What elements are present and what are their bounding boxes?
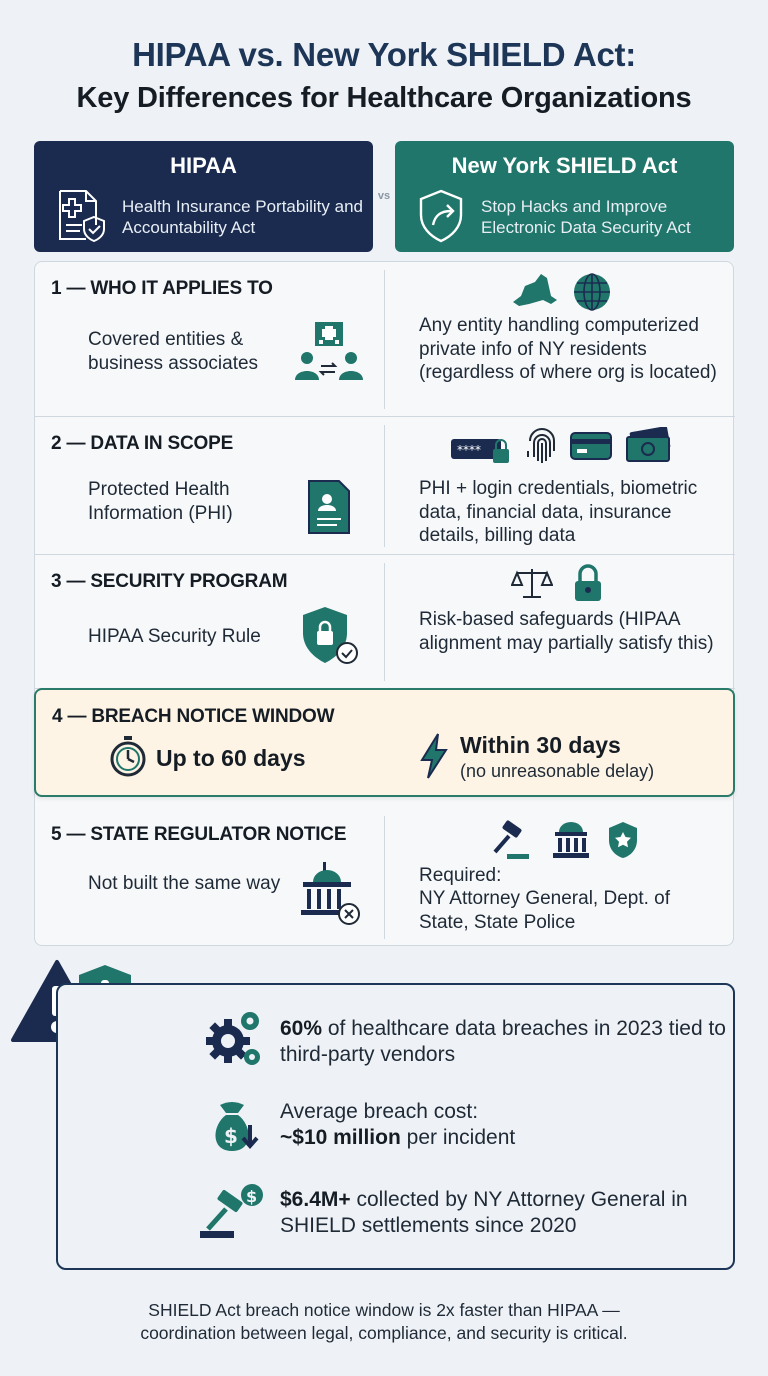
svg-text:$: $ — [246, 1187, 258, 1206]
shield-description: Stop Hacks and Improve Electronic Data Security Act — [481, 197, 691, 237]
hospital-people-icon — [293, 320, 365, 384]
globe-icon — [572, 272, 612, 312]
row-title: 4 — BREACH NOTICE WINDOW — [52, 706, 335, 727]
stat-settlements-text: collected by NY Attorney General in SHIELD settlements since 2020 — [280, 1188, 688, 1237]
footer-line-2: coordination between legal, compliance, and security is critical. — [140, 1323, 628, 1343]
medical-record-icon — [305, 479, 353, 535]
table-row-security-program — [35, 555, 735, 689]
stat-settlements-value: $6.4M+ — [280, 1188, 351, 1211]
stat-vendors-value: 60% — [280, 1017, 323, 1040]
password-lock-icon — [449, 431, 511, 467]
vs-label: vs — [377, 190, 391, 202]
svg-text:****: **** — [457, 443, 481, 457]
stopwatch-icon — [108, 734, 148, 778]
shield-name: New York SHIELD Act — [451, 153, 678, 178]
shield-header-card — [395, 141, 734, 252]
hipaa-cell: Protected Health Information (PHI) — [88, 479, 233, 524]
stat-cost-value: ~$10 million — [280, 1126, 401, 1149]
shield-lock-check-icon — [299, 605, 361, 667]
stat-cost-text: per incident — [400, 1126, 516, 1149]
row-title: 5 — STATE REGULATOR NOTICE — [51, 824, 347, 845]
courthouse-icon — [551, 818, 591, 860]
page-subtitle: Key Differences for Healthcare Organizations — [76, 82, 692, 114]
stat-settlements — [280, 1187, 730, 1239]
shield-breach-note: (no unreasonable delay) — [460, 761, 655, 781]
statistics-panel — [56, 983, 735, 1270]
shield-cell: Any entity handling computerized private info of NY residents (regardless of where org is located) — [419, 315, 717, 383]
fingerprint-icon — [524, 427, 560, 467]
hipaa-cell: Covered entities & business associates — [88, 329, 259, 374]
row-title: 2 — DATA IN SCOPE — [51, 433, 234, 454]
table-row-breach-notice — [34, 688, 735, 797]
stat-vendors-text: of healthcare data breaches in 2023 tied to third-party vendors — [280, 1017, 726, 1066]
money-bag-down-icon — [204, 1095, 262, 1157]
hipaa-description: Health Insurance Portability and Accountability Act — [122, 197, 363, 237]
svg-text:$: $ — [224, 1124, 238, 1148]
page-title: HIPAA vs. New York SHIELD Act: — [132, 36, 636, 73]
government-building-x-icon — [297, 860, 363, 926]
stat-vendors — [280, 1016, 730, 1068]
shield-cell: PHI + login credentials, biometric data, financial data, insurance details, billing data — [419, 478, 698, 546]
police-badge-icon — [605, 820, 641, 860]
stat-cost-pre: Average breach cost: — [280, 1100, 479, 1123]
gavel-dollar-icon — [198, 1181, 268, 1243]
scales-icon — [511, 565, 553, 601]
new-york-state-icon — [507, 272, 565, 312]
gavel-icon — [489, 820, 531, 862]
table-row-regulator-notice — [35, 808, 735, 947]
comparison-table — [34, 261, 734, 946]
gears-icon — [202, 1007, 264, 1069]
lock-icon — [571, 563, 605, 603]
medical-document-shield-icon — [54, 187, 110, 243]
stat-cost — [280, 1099, 730, 1151]
footer-line-1: SHIELD Act breach notice window is 2x faster than HIPAA — — [148, 1300, 620, 1320]
table-row-data-scope — [35, 417, 735, 555]
shield-arrow-icon — [415, 187, 473, 245]
shield-required-label: Required: — [419, 865, 502, 886]
table-row-who-applies — [35, 262, 735, 417]
footer-note — [0, 1299, 768, 1345]
credit-card-icon — [569, 429, 613, 463]
shield-breach-window: Within 30 days — [460, 732, 621, 758]
hipaa-header-card — [34, 141, 373, 252]
hipaa-name: HIPAA — [170, 153, 237, 178]
lightning-bolt-icon — [416, 732, 452, 780]
hipaa-cell: HIPAA Security Rule — [88, 626, 261, 647]
hipaa-breach-window: Up to 60 days — [156, 745, 306, 771]
row-title: 1 — WHO IT APPLIES TO — [51, 278, 273, 299]
cash-icon — [625, 427, 671, 463]
shield-cell: NY Attorney General, Dept. of State, State Police — [419, 888, 671, 933]
row-title: 3 — SECURITY PROGRAM — [51, 571, 288, 592]
hipaa-cell: Not built the same way — [88, 873, 281, 894]
shield-cell: Risk-based safeguards (HIPAA alignment may partially satisfy this) — [419, 609, 714, 654]
